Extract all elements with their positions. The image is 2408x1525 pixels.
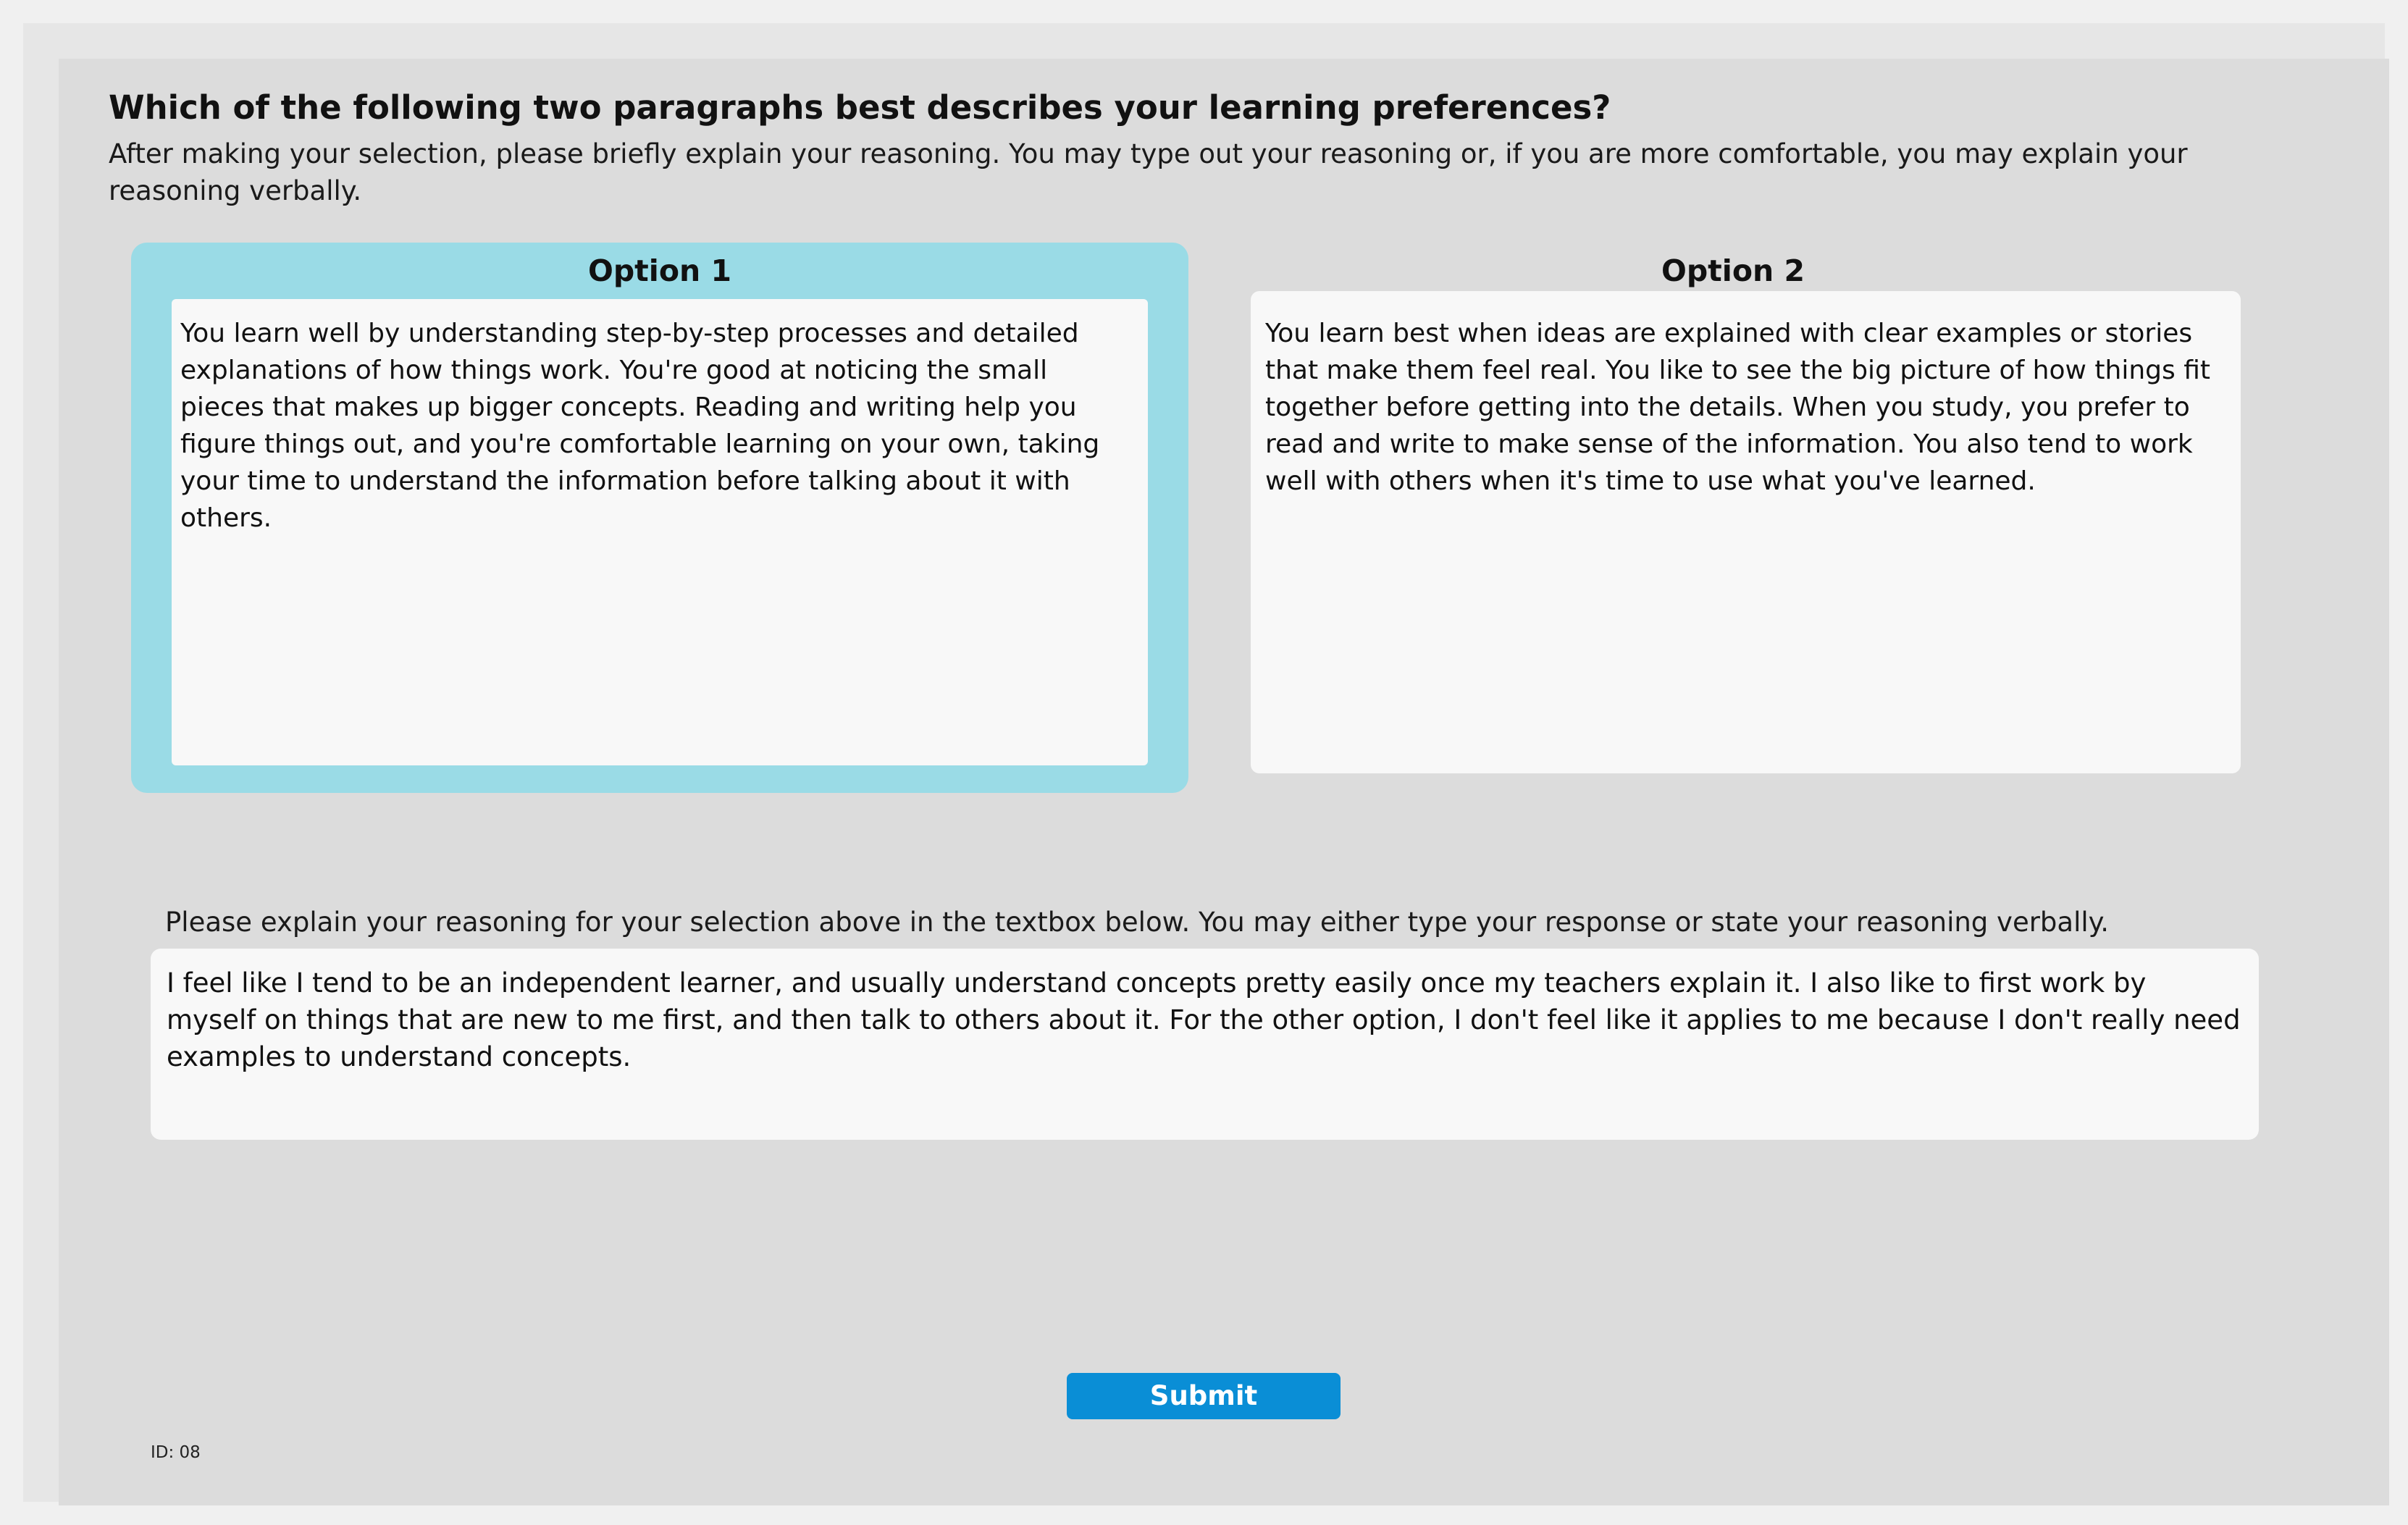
option-1-card[interactable] — [131, 243, 1188, 793]
option-2-heading: Option 2 — [1661, 253, 1805, 288]
question-instructions: After making your selection, please briefly explain your reasoning. You may type out your reasoning or, if you are more comfortable, you may explain your reasoning verbally. — [109, 138, 2188, 206]
reasoning-textbox[interactable]: I feel like I tend to be an independent learner, and usually understand concepts pretty easily once my teachers explain it. I also like to first work by myself on things that are new to me first, and then talk to others about it. For the other option, I don't feel like it applies to me because I don't really need examples to understand concepts. — [151, 949, 2259, 1140]
option-1-heading: Option 1 — [587, 253, 731, 288]
option-1-paragraph: You learn well by understanding step-by-step processes and detailed explanations of how things work. You're good at noticing the small pieces that makes up bigger concepts. Reading and writing help you figure things out, and you're comfortable learning on your own, taking your time to understand the information before talking about it with others. — [172, 299, 1148, 765]
option-2-paragraph: You learn best when ideas are explained with clear examples or stories that make them feel real. You like to see the big picture of how things fit together before getting into the details. When you study, you prefer to read and write to make sense of the information. You also tend to work well with others when it's time to use what you've learned. — [1251, 291, 2241, 773]
option-2-card[interactable] — [1222, 243, 2244, 778]
submit-button[interactable]: Submit — [1067, 1373, 1341, 1419]
question-title: Which of the following two paragraphs best describes your learning preferences? — [109, 88, 1611, 127]
participant-id: ID: 08 — [151, 1443, 201, 1462]
reasoning-prompt: Please explain your reasoning for your selection above in the textbox below. You may either type your response or state your reasoning verbally. — [165, 907, 2110, 938]
